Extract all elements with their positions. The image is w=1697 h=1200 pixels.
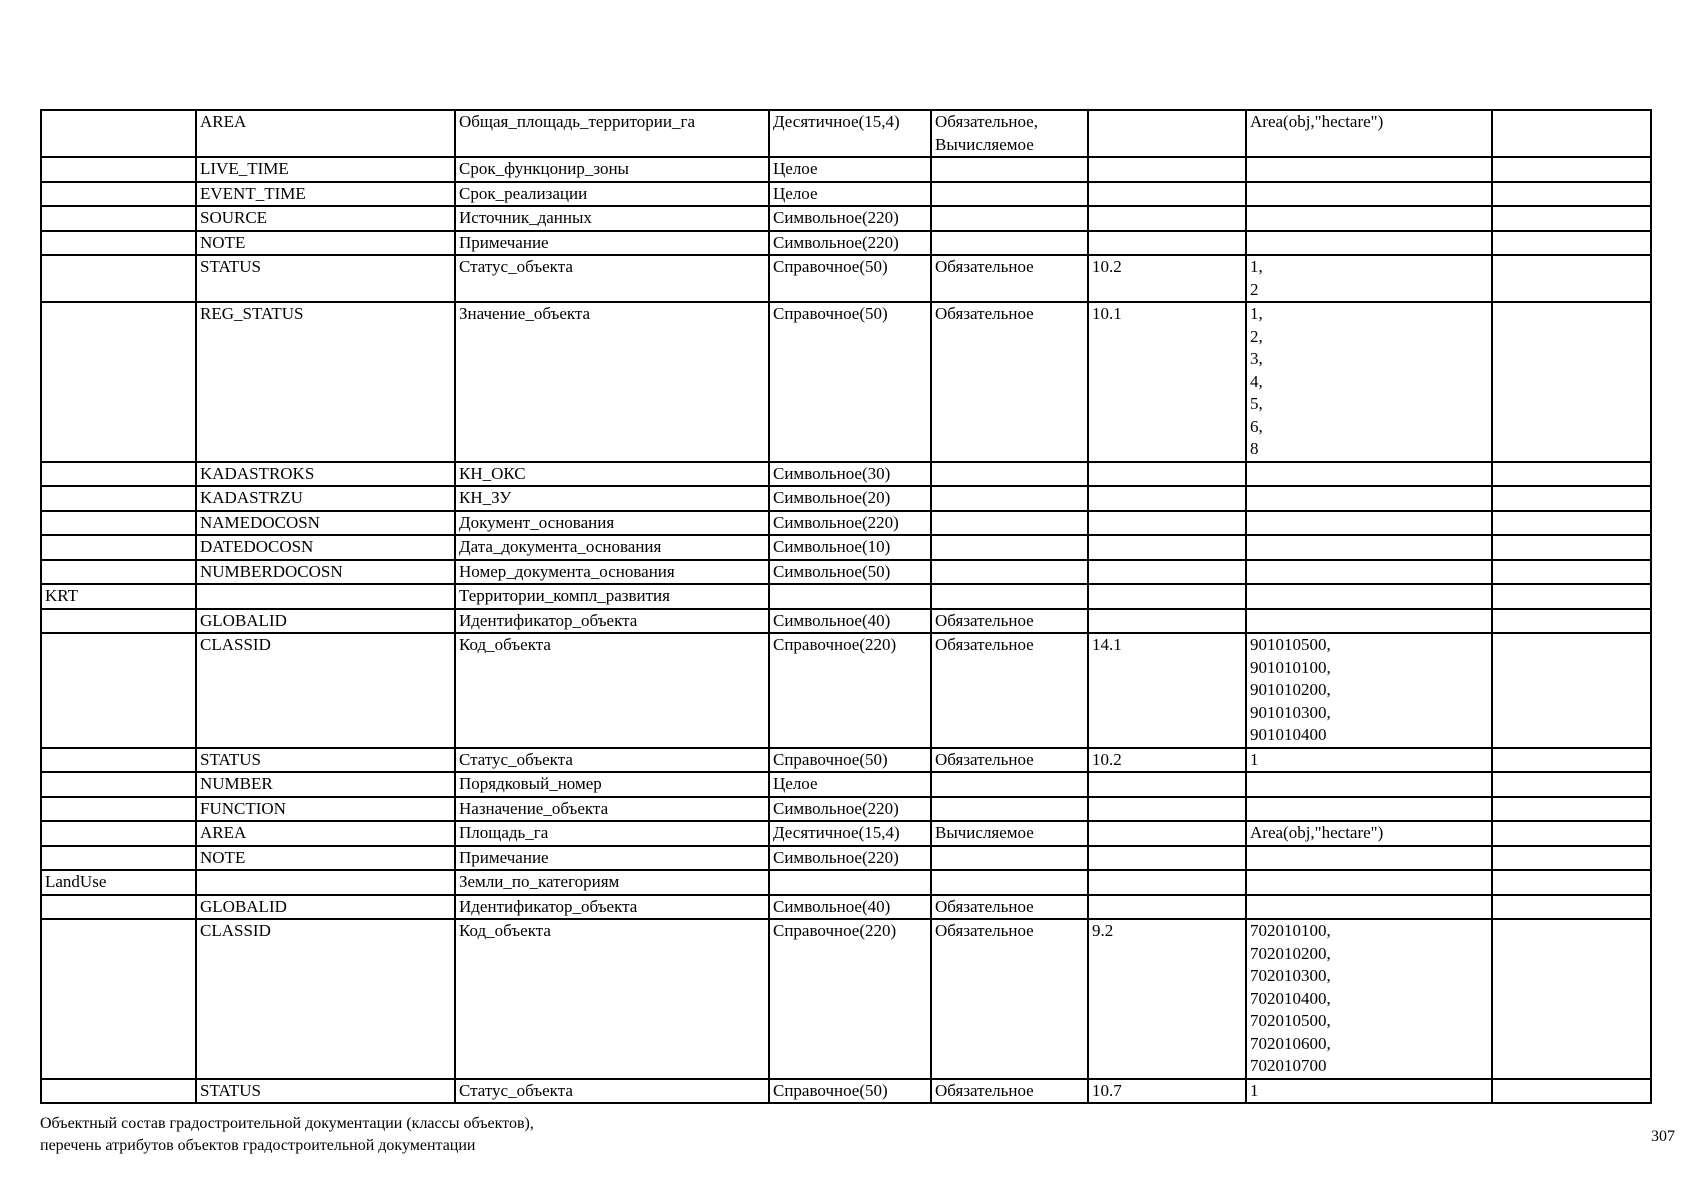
cell-allowed-values [1246, 486, 1492, 511]
cell-requirement: Обязательное [931, 609, 1088, 634]
footer-line-2: перечень атрибутов объектов градостроительной документации [40, 1137, 476, 1154]
cell-allowed-values: 901010500, 901010100, 901010200, 901010300, 901010400 [1246, 633, 1492, 748]
cell-reference [1088, 231, 1246, 256]
table-row [41, 609, 1651, 634]
cell-requirement [931, 797, 1088, 822]
cell-field-name [196, 870, 455, 895]
table-row [41, 895, 1651, 920]
cell-requirement [931, 772, 1088, 797]
cell-requirement: Обязательное [931, 895, 1088, 920]
cell-note [1492, 157, 1651, 182]
cell-data-type: Символьное(220) [769, 231, 931, 256]
cell-data-type: Символьное(20) [769, 486, 931, 511]
cell-reference [1088, 511, 1246, 536]
cell-allowed-values: 1, 2 [1246, 255, 1492, 302]
cell-field-alias: Идентификатор_объекта [455, 609, 769, 634]
table-row [41, 633, 1651, 748]
table-row [41, 1079, 1651, 1104]
cell-reference [1088, 182, 1246, 207]
cell-requirement: Обязательное, Вычисляемое [931, 110, 1088, 157]
table-row [41, 462, 1651, 487]
cell-field-name: FUNCTION [196, 797, 455, 822]
cell-allowed-values [1246, 231, 1492, 256]
cell-data-type: Целое [769, 182, 931, 207]
cell-requirement [931, 206, 1088, 231]
cell-note [1492, 797, 1651, 822]
cell-reference [1088, 821, 1246, 846]
cell-data-type [769, 584, 931, 609]
cell-field-alias: Код_объекта [455, 633, 769, 748]
cell-class-name [41, 772, 196, 797]
table-row [41, 772, 1651, 797]
cell-class-name [41, 821, 196, 846]
cell-field-alias: Порядковый_номер [455, 772, 769, 797]
cell-note [1492, 1079, 1651, 1104]
cell-class-name [41, 206, 196, 231]
cell-data-type: Справочное(50) [769, 748, 931, 773]
cell-note [1492, 821, 1651, 846]
cell-field-name: DATEDOCOSN [196, 535, 455, 560]
cell-allowed-values [1246, 584, 1492, 609]
cell-data-type: Символьное(10) [769, 535, 931, 560]
cell-field-alias: Источник_данных [455, 206, 769, 231]
cell-reference [1088, 772, 1246, 797]
cell-note [1492, 231, 1651, 256]
cell-note [1492, 302, 1651, 462]
cell-data-type: Справочное(220) [769, 919, 931, 1079]
cell-note [1492, 206, 1651, 231]
cell-field-alias: Номер_документа_основания [455, 560, 769, 585]
cell-note [1492, 511, 1651, 536]
cell-data-type: Десятичное(15,4) [769, 110, 931, 157]
table-row [41, 231, 1651, 256]
cell-note [1492, 633, 1651, 748]
page-number: 307 [1651, 1128, 1675, 1145]
cell-data-type: Символьное(220) [769, 797, 931, 822]
cell-allowed-values: 1 [1246, 1079, 1492, 1104]
cell-note [1492, 772, 1651, 797]
cell-allowed-values: Area(obj,"hectare") [1246, 821, 1492, 846]
cell-reference [1088, 157, 1246, 182]
cell-field-alias: Код_объекта [455, 919, 769, 1079]
cell-field-alias: Статус_объекта [455, 748, 769, 773]
cell-field-name: CLASSID [196, 919, 455, 1079]
cell-data-type: Символьное(220) [769, 511, 931, 536]
table-row [41, 919, 1651, 1079]
cell-requirement [931, 486, 1088, 511]
cell-note [1492, 895, 1651, 920]
cell-allowed-values [1246, 772, 1492, 797]
cell-requirement [931, 511, 1088, 536]
cell-reference: 10.7 [1088, 1079, 1246, 1104]
cell-data-type: Символьное(40) [769, 895, 931, 920]
cell-field-alias: Идентификатор_объекта [455, 895, 769, 920]
cell-allowed-values [1246, 846, 1492, 871]
cell-reference [1088, 110, 1246, 157]
cell-field-name: CLASSID [196, 633, 455, 748]
table-row [41, 110, 1651, 157]
cell-data-type: Справочное(220) [769, 633, 931, 748]
cell-class-name [41, 255, 196, 302]
cell-reference [1088, 486, 1246, 511]
table-row [41, 870, 1651, 895]
cell-reference: 14.1 [1088, 633, 1246, 748]
cell-field-name [196, 584, 455, 609]
cell-reference [1088, 797, 1246, 822]
cell-field-alias: КН_ОКС [455, 462, 769, 487]
cell-field-name: GLOBALID [196, 609, 455, 634]
cell-class-name [41, 895, 196, 920]
cell-class-name [41, 919, 196, 1079]
cell-reference [1088, 584, 1246, 609]
cell-allowed-values [1246, 157, 1492, 182]
cell-class-name [41, 511, 196, 536]
cell-requirement: Обязательное [931, 633, 1088, 748]
cell-field-alias: Территории_компл_развития [455, 584, 769, 609]
cell-class-name: LandUse [41, 870, 196, 895]
cell-field-name: STATUS [196, 748, 455, 773]
cell-class-name [41, 846, 196, 871]
cell-allowed-values [1246, 206, 1492, 231]
table-row [41, 560, 1651, 585]
cell-class-name [41, 182, 196, 207]
cell-data-type: Символьное(220) [769, 206, 931, 231]
cell-allowed-values: 1 [1246, 748, 1492, 773]
cell-class-name [41, 633, 196, 748]
cell-reference: 10.1 [1088, 302, 1246, 462]
table-row [41, 821, 1651, 846]
cell-class-name [41, 302, 196, 462]
cell-field-name: NUMBERDOCOSN [196, 560, 455, 585]
cell-reference [1088, 206, 1246, 231]
cell-data-type: Целое [769, 772, 931, 797]
cell-class-name [41, 110, 196, 157]
cell-note [1492, 870, 1651, 895]
cell-reference [1088, 895, 1246, 920]
cell-field-name: NOTE [196, 231, 455, 256]
cell-field-alias: Статус_объекта [455, 1079, 769, 1104]
cell-field-alias: Назначение_объекта [455, 797, 769, 822]
cell-note [1492, 486, 1651, 511]
cell-data-type: Символьное(40) [769, 609, 931, 634]
cell-field-alias: Срок_функцонир_зоны [455, 157, 769, 182]
cell-requirement: Обязательное [931, 748, 1088, 773]
cell-allowed-values [1246, 895, 1492, 920]
cell-allowed-values [1246, 797, 1492, 822]
cell-field-name: NAMEDOCOSN [196, 511, 455, 536]
cell-field-alias: Примечание [455, 846, 769, 871]
cell-field-alias: Документ_основания [455, 511, 769, 536]
table-row [41, 486, 1651, 511]
cell-class-name [41, 560, 196, 585]
cell-allowed-values [1246, 560, 1492, 585]
cell-allowed-values [1246, 535, 1492, 560]
cell-allowed-values [1246, 462, 1492, 487]
cell-note [1492, 560, 1651, 585]
cell-class-name [41, 231, 196, 256]
cell-reference [1088, 535, 1246, 560]
cell-note [1492, 846, 1651, 871]
cell-field-alias: Земли_по_категориям [455, 870, 769, 895]
table-row [41, 182, 1651, 207]
cell-field-name: STATUS [196, 1079, 455, 1104]
cell-field-alias: КН_ЗУ [455, 486, 769, 511]
cell-class-name [41, 486, 196, 511]
cell-requirement: Обязательное [931, 919, 1088, 1079]
cell-field-alias: Статус_объекта [455, 255, 769, 302]
cell-allowed-values [1246, 182, 1492, 207]
cell-data-type: Целое [769, 157, 931, 182]
cell-field-alias: Примечание [455, 231, 769, 256]
cell-reference [1088, 462, 1246, 487]
cell-allowed-values [1246, 511, 1492, 536]
cell-requirement: Вычисляемое [931, 821, 1088, 846]
cell-requirement [931, 584, 1088, 609]
cell-class-name [41, 609, 196, 634]
cell-data-type: Символьное(30) [769, 462, 931, 487]
cell-reference: 10.2 [1088, 255, 1246, 302]
table-row [41, 157, 1651, 182]
cell-note [1492, 462, 1651, 487]
table-row [41, 797, 1651, 822]
cell-field-name: GLOBALID [196, 895, 455, 920]
cell-field-name: EVENT_TIME [196, 182, 455, 207]
cell-field-name: LIVE_TIME [196, 157, 455, 182]
cell-data-type: Справочное(50) [769, 302, 931, 462]
cell-field-alias: Значение_объекта [455, 302, 769, 462]
cell-requirement [931, 535, 1088, 560]
cell-field-name: SOURCE [196, 206, 455, 231]
table-row [41, 206, 1651, 231]
cell-requirement [931, 157, 1088, 182]
cell-field-alias: Площадь_га [455, 821, 769, 846]
cell-data-type: Символьное(50) [769, 560, 931, 585]
cell-field-name: STATUS [196, 255, 455, 302]
cell-class-name [41, 1079, 196, 1104]
attributes-table [40, 109, 1652, 1104]
cell-data-type: Символьное(220) [769, 846, 931, 871]
cell-class-name [41, 797, 196, 822]
cell-field-name: AREA [196, 821, 455, 846]
cell-note [1492, 182, 1651, 207]
cell-requirement: Обязательное [931, 255, 1088, 302]
cell-requirement [931, 846, 1088, 871]
cell-field-name: AREA [196, 110, 455, 157]
cell-requirement [931, 870, 1088, 895]
cell-requirement: Обязательное [931, 1079, 1088, 1104]
cell-allowed-values [1246, 870, 1492, 895]
cell-class-name [41, 535, 196, 560]
cell-reference [1088, 609, 1246, 634]
cell-field-alias: Срок_реализации [455, 182, 769, 207]
cell-data-type: Справочное(50) [769, 255, 931, 302]
cell-class-name [41, 157, 196, 182]
cell-class-name [41, 748, 196, 773]
cell-data-type [769, 870, 931, 895]
cell-note [1492, 748, 1651, 773]
cell-field-name: KADASTROKS [196, 462, 455, 487]
cell-reference [1088, 870, 1246, 895]
cell-field-name: REG_STATUS [196, 302, 455, 462]
cell-requirement [931, 560, 1088, 585]
document-footer [40, 1113, 534, 1157]
cell-note [1492, 255, 1651, 302]
table-row [41, 255, 1651, 302]
cell-note [1492, 919, 1651, 1079]
cell-field-name: KADASTRZU [196, 486, 455, 511]
cell-requirement [931, 182, 1088, 207]
cell-class-name [41, 462, 196, 487]
cell-note [1492, 535, 1651, 560]
cell-reference: 9.2 [1088, 919, 1246, 1079]
cell-reference [1088, 560, 1246, 585]
footer-line-1: Объектный состав градостроительной документации (классы объектов), [40, 1115, 534, 1132]
table-row [41, 302, 1651, 462]
cell-reference [1088, 846, 1246, 871]
cell-requirement: Обязательное [931, 302, 1088, 462]
table-row [41, 748, 1651, 773]
cell-note [1492, 110, 1651, 157]
cell-field-alias: Общая_площадь_территории_га [455, 110, 769, 157]
cell-reference: 10.2 [1088, 748, 1246, 773]
cell-allowed-values: 702010100, 702010200, 702010300, 702010400, 702010500, 702010600, 702010700 [1246, 919, 1492, 1079]
table-row [41, 584, 1651, 609]
cell-requirement [931, 462, 1088, 487]
cell-data-type: Справочное(50) [769, 1079, 931, 1104]
table-body [41, 110, 1651, 1103]
cell-data-type: Десятичное(15,4) [769, 821, 931, 846]
cell-requirement [931, 231, 1088, 256]
cell-field-name: NOTE [196, 846, 455, 871]
table-row [41, 511, 1651, 536]
cell-allowed-values [1246, 609, 1492, 634]
table-row [41, 846, 1651, 871]
cell-field-alias: Дата_документа_основания [455, 535, 769, 560]
cell-field-name: NUMBER [196, 772, 455, 797]
cell-note [1492, 609, 1651, 634]
cell-allowed-values: Area(obj,"hectare") [1246, 110, 1492, 157]
table-row [41, 535, 1651, 560]
cell-class-name: KRT [41, 584, 196, 609]
cell-allowed-values: 1, 2, 3, 4, 5, 6, 8 [1246, 302, 1492, 462]
cell-note [1492, 584, 1651, 609]
